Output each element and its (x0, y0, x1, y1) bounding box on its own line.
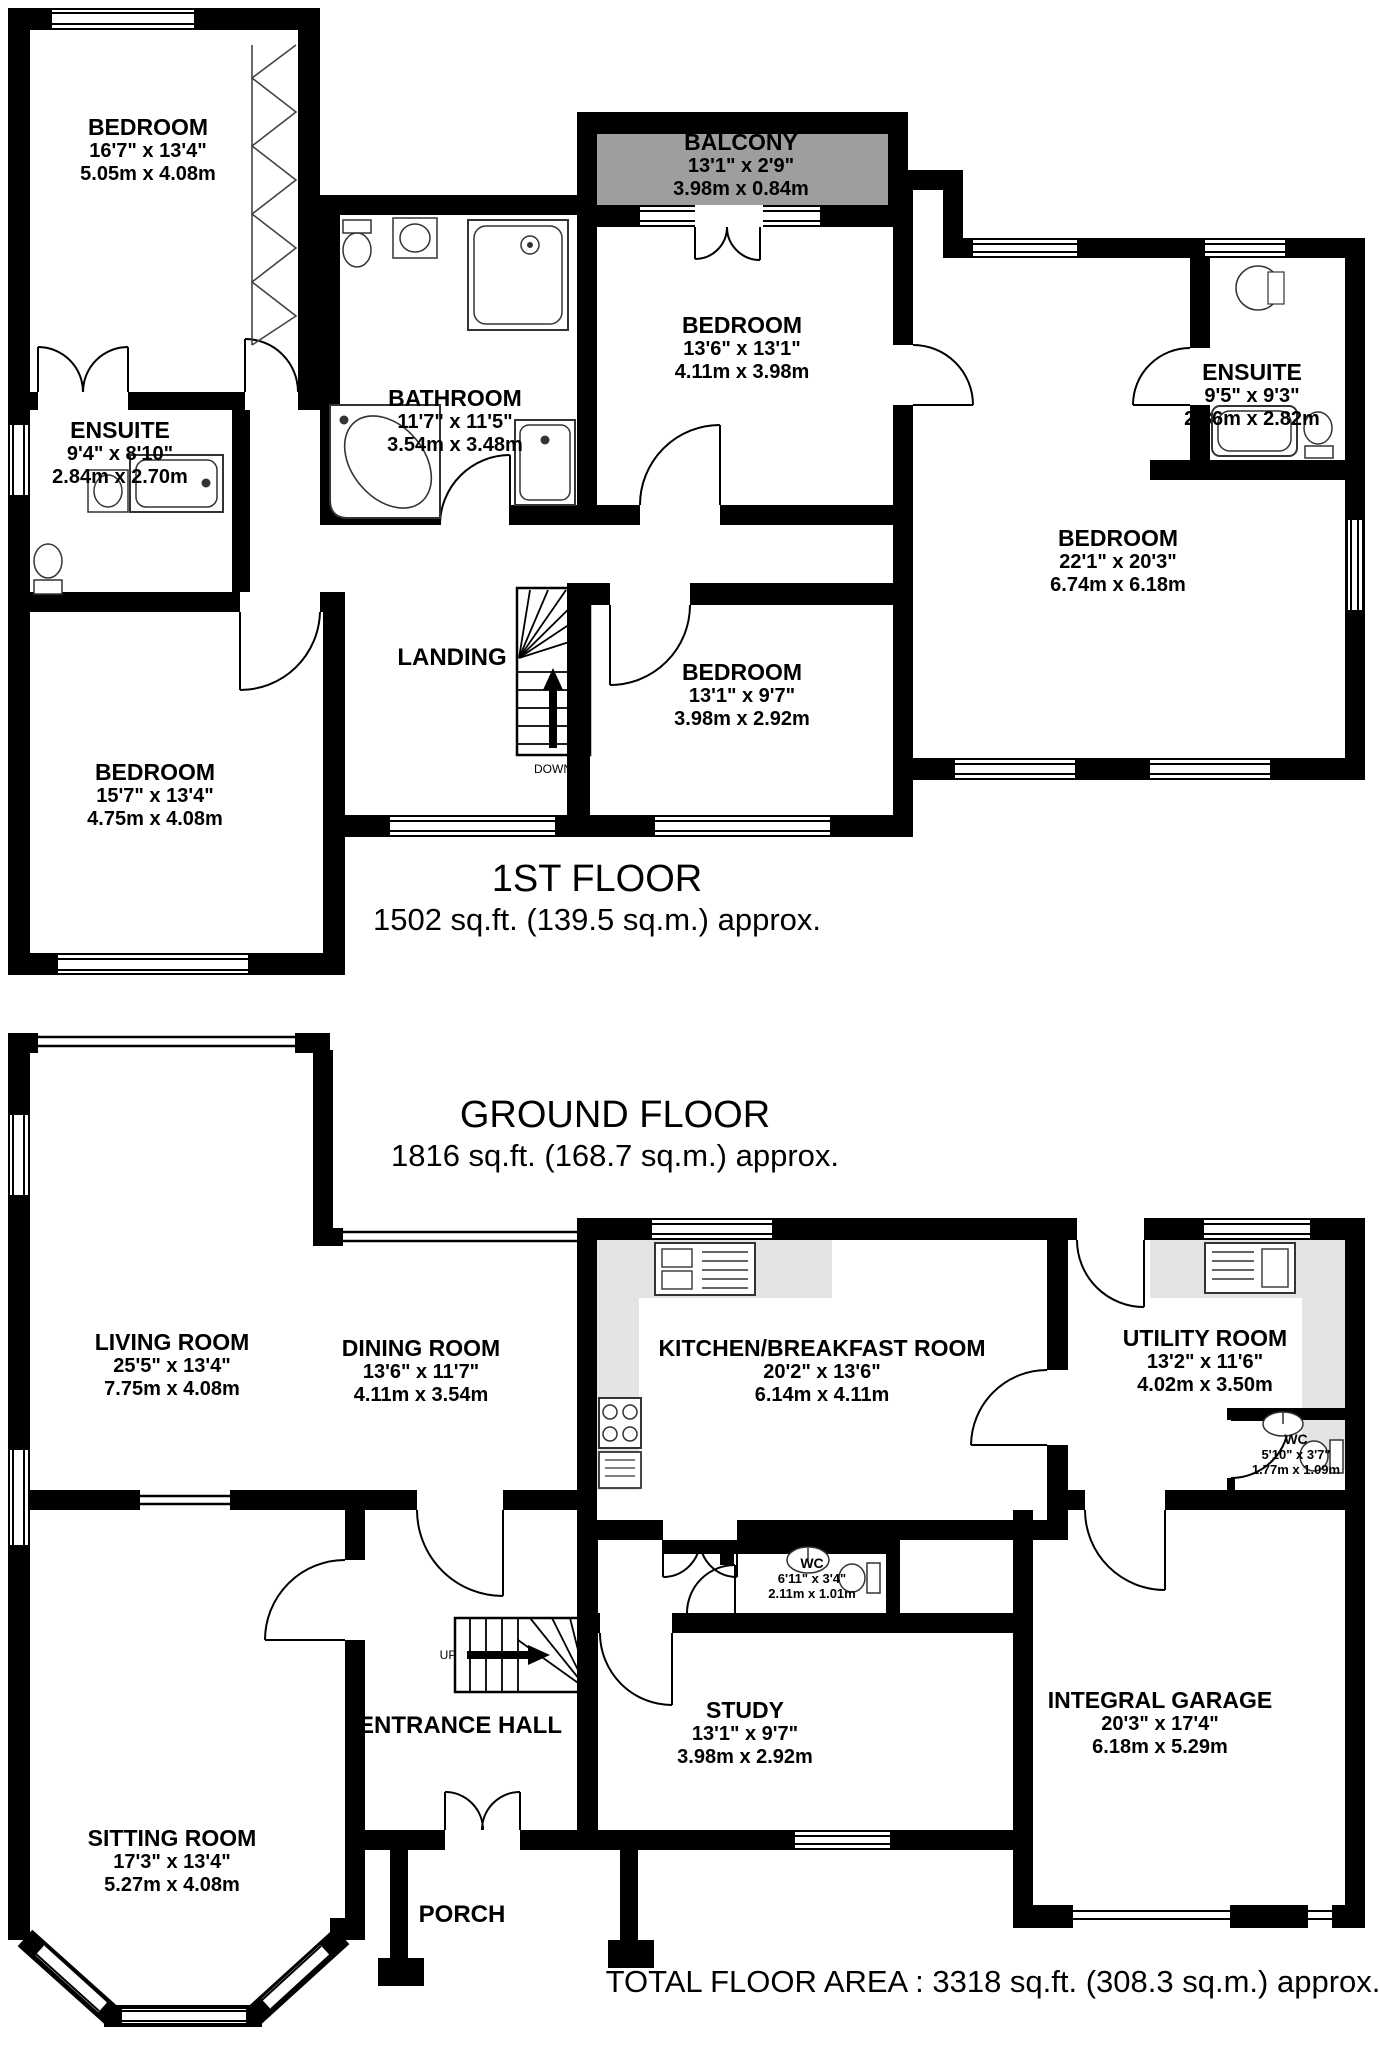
room-dim-imperial: 5'10" x 3'7" (1261, 1447, 1331, 1462)
room-dim-imperial: 25'5" x 13'4" (113, 1355, 231, 1377)
bathroom-fixtures (327, 218, 575, 525)
shower-icon (468, 220, 568, 330)
room-label-ensuite-left (52, 418, 188, 489)
toilet-icon (34, 544, 62, 594)
room-name: BALCONY (684, 129, 798, 155)
room-name: UTILITY ROOM (1122, 1325, 1288, 1351)
sink-icon (1236, 266, 1284, 310)
room-dim-metric: 5.27m x 4.08m (104, 1874, 240, 1896)
room-dim-metric: 2.84m x 2.70m (52, 466, 188, 488)
first-floor-title (373, 858, 821, 940)
room-name: BEDROOM (94, 759, 216, 785)
total-floor-area: TOTAL FLOOR AREA : 3318 sq.ft. (308.3 sq.m.) approx. (605, 1964, 1380, 1999)
room-label-wc-utility (1252, 1432, 1340, 1477)
room-name: LIVING ROOM (94, 1329, 250, 1355)
entrance-hall-label: ENTRANCE HALL (358, 1712, 562, 1739)
stairs-up-icon (455, 1618, 590, 1692)
room-label-kitchen (658, 1336, 985, 1407)
room-dim-imperial: 13'2" x 11'6" (1146, 1351, 1264, 1373)
room-dim-imperial: 9'4" x 8'10" (66, 443, 174, 465)
floor-area: 1502 sq.ft. (139.5 sq.m.) approx. (372, 902, 822, 937)
room-label-garage (1048, 1688, 1272, 1759)
room-dim-metric: 1.77m x 1.09m (1251, 1462, 1341, 1477)
room-dim-imperial: 13'1" x 9'7" (691, 1723, 799, 1745)
floor-name: 1ST FLOOR (491, 858, 703, 900)
room-dim-imperial: 11'7" x 11'5" (397, 411, 513, 433)
utility-fixtures (1205, 1243, 1295, 1293)
room-dim-imperial: 22'1" x 20'3" (1059, 551, 1177, 573)
room-dim-imperial: 6'11" x 3'4" (777, 1571, 847, 1586)
room-dim-metric: 3.54m x 3.48m (387, 434, 523, 456)
room-name: WC (800, 1555, 824, 1571)
room-name: ENSUITE (70, 417, 170, 443)
room-dim-imperial: 13'1" x 2'9" (687, 155, 795, 177)
room-dim-imperial: 16'7" x 13'4" (89, 140, 207, 162)
room-name: BEDROOM (1057, 525, 1179, 551)
room-label-balcony (673, 130, 809, 201)
room-dim-metric: 4.11m x 3.98m (674, 361, 810, 383)
room-dim-metric: 3.98m x 0.84m (673, 178, 809, 200)
room-dim-imperial: 13'6" x 13'1" (683, 338, 801, 360)
room-dim-metric: 4.75m x 4.08m (87, 808, 223, 830)
room-name: BEDROOM (87, 114, 209, 140)
room-dim-metric: 7.75m x 4.08m (104, 1378, 240, 1400)
room-dim-metric: 3.98m x 2.92m (677, 1746, 813, 1768)
room-name: KITCHEN/BREAKFAST ROOM (658, 1335, 986, 1361)
room-name: ENSUITE (1202, 359, 1302, 385)
room-dim-imperial: 9'5" x 9'3" (1204, 385, 1300, 407)
room-name: STUDY (706, 1697, 784, 1723)
room-name: INTEGRAL GARAGE (1047, 1687, 1273, 1713)
room-name: WC (1284, 1431, 1308, 1447)
room-label-wc-hall (768, 1556, 855, 1601)
floor-name: GROUND FLOOR (459, 1094, 771, 1136)
room-label-bathroom (387, 386, 523, 457)
room-dim-metric: 4.11m x 3.54m (353, 1384, 489, 1406)
room-dim-metric: 6.18m x 5.29m (1092, 1736, 1228, 1758)
room-dim-imperial: 17'3" x 13'4" (113, 1851, 231, 1873)
room-label-bedroom-right (1050, 526, 1186, 597)
down-label: DOWN (534, 762, 572, 776)
room-dim-imperial: 13'6" x 11'7" (362, 1361, 480, 1383)
room-label-dining (342, 1336, 500, 1407)
room-label-bedroom-middle (675, 313, 810, 384)
porch-label: PORCH (418, 1901, 506, 1928)
room-name: BEDROOM (681, 659, 803, 685)
sink-icon (393, 218, 437, 258)
appliance-icon (599, 1452, 641, 1488)
room-label-sitting (88, 1826, 257, 1897)
landing-label: LANDING (397, 644, 507, 671)
room-name: SITTING ROOM (87, 1825, 257, 1851)
room-label-bedroom-top-left (80, 115, 216, 186)
kitchen-sink-icon (1205, 1243, 1295, 1293)
toilet-icon (343, 220, 371, 267)
room-dim-imperial: 20'2" x 13'6" (763, 1361, 881, 1383)
floor-area: 1816 sq.ft. (168.7 sq.m.) approx. (390, 1138, 840, 1173)
shower-icon (515, 420, 575, 505)
room-label-study (677, 1698, 813, 1769)
stove-icon (599, 1398, 641, 1448)
room-dim-imperial: 15'7" x 13'4" (96, 785, 214, 807)
room-label-utility (1123, 1326, 1287, 1397)
room-name: BEDROOM (681, 312, 803, 338)
room-dim-imperial: 20'3" x 17'4" (1101, 1713, 1219, 1735)
room-dim-metric: 2.11m x 1.01m (768, 1586, 856, 1601)
room-dim-metric: 2.86m x 2.82m (1184, 408, 1320, 430)
wardrobe-icon (252, 45, 296, 345)
room-dim-metric: 6.74m x 6.18m (1050, 574, 1186, 596)
room-dim-metric: 5.05m x 4.08m (80, 163, 216, 185)
room-name: DINING ROOM (341, 1335, 501, 1361)
room-dim-metric: 6.14m x 4.11m (754, 1384, 890, 1406)
bay-window-glazing (36, 1945, 330, 2021)
room-dim-metric: 4.02m x 3.50m (1137, 1374, 1273, 1396)
room-label-living (95, 1330, 250, 1401)
room-label-bedroom-center (674, 660, 810, 731)
up-label: UP (439, 1648, 457, 1662)
room-label-ensuite-right (1184, 360, 1320, 431)
room-dim-imperial: 13'1" x 9'7" (688, 685, 796, 707)
room-name: BATHROOM (388, 385, 522, 411)
room-label-bedroom-bottom-left (87, 760, 223, 831)
kitchen-sink-icon (655, 1243, 755, 1295)
room-dim-metric: 3.98m x 2.92m (674, 708, 810, 730)
ground-floor-title (391, 1094, 839, 1176)
